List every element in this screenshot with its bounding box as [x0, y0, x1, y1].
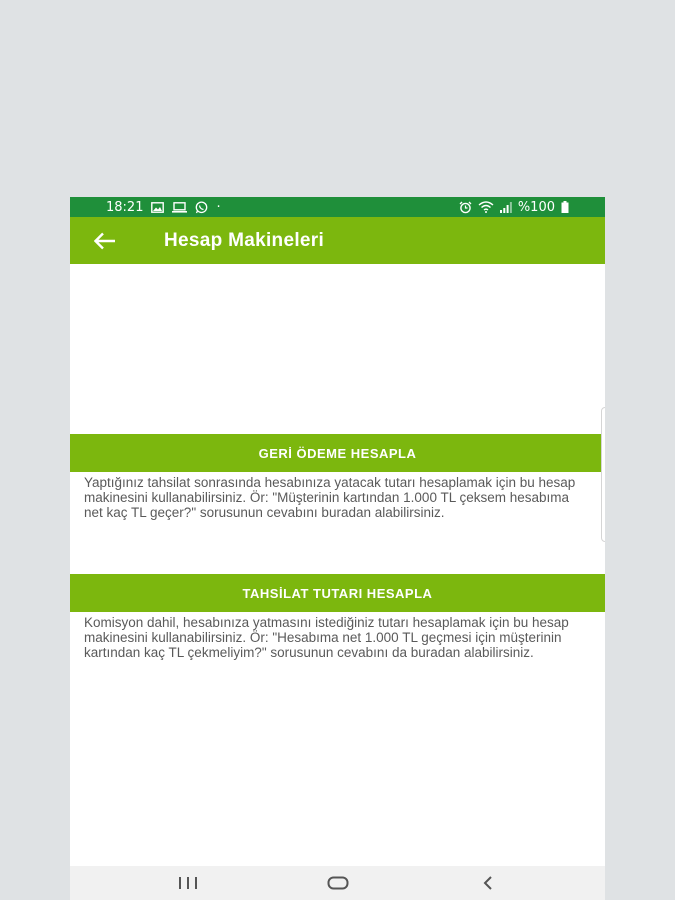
status-right [459, 200, 569, 215]
status-bar [70, 197, 605, 217]
laptop-icon [172, 202, 187, 213]
battery-icon [561, 201, 569, 213]
phone-screen [70, 197, 605, 900]
recent-apps-button[interactable] [113, 866, 263, 900]
image-icon [151, 202, 164, 213]
home-button[interactable] [263, 866, 413, 900]
arrow-left-icon [94, 232, 116, 250]
navigation-bar [70, 866, 605, 900]
status-dot: · [216, 199, 221, 215]
geri-odeme-hesapla-button[interactable]: GERİ ÖDEME HESAPLA [70, 434, 605, 472]
content-blank-area [70, 264, 605, 434]
page-title: Hesap Makineleri [164, 229, 325, 251]
alarm-icon [459, 201, 472, 214]
back-nav-button[interactable] [413, 866, 563, 900]
signal-icon [500, 202, 512, 213]
geri-odeme-description: Yaptığınız tahsilat sonrasında hesabınıza yatacak tutarı hesaplamak için bu hesap makinesini kullanabilirsiniz. Ör: "Müşterinin kartından 1.000 TL çeksem hesabıma net kaç TL geçer?" sorusunun cevabını buradan alabilirsiniz. [84, 475, 576, 520]
tahsilat-tutari-description: Komisyon dahil, hesabınıza yatmasını istediğiniz tutarı hesaplamak için bu hesap makinesini kullanabilirsiniz. Ör: "Hesabıma net 1.000 TL geçmesi için müşterinin kartından kaç TL çekmeliyim?" sorusunun cevabını da buradan alabilirsiniz. [84, 615, 569, 660]
tahsilat-tutari-hesapla-button[interactable]: TAHSİLAT TUTARI HESAPLA [70, 574, 605, 612]
home-icon [327, 876, 349, 890]
whatsapp-icon [195, 201, 208, 214]
back-button[interactable] [70, 217, 140, 264]
back-icon [481, 875, 495, 891]
scroll-indicator[interactable] [601, 407, 605, 542]
battery-percent: %100 [517, 199, 555, 215]
wifi-icon [478, 201, 494, 213]
status-time: 18:21 [106, 199, 144, 215]
status-left [106, 200, 221, 215]
app-bar [70, 217, 605, 264]
recent-apps-icon [177, 876, 199, 890]
